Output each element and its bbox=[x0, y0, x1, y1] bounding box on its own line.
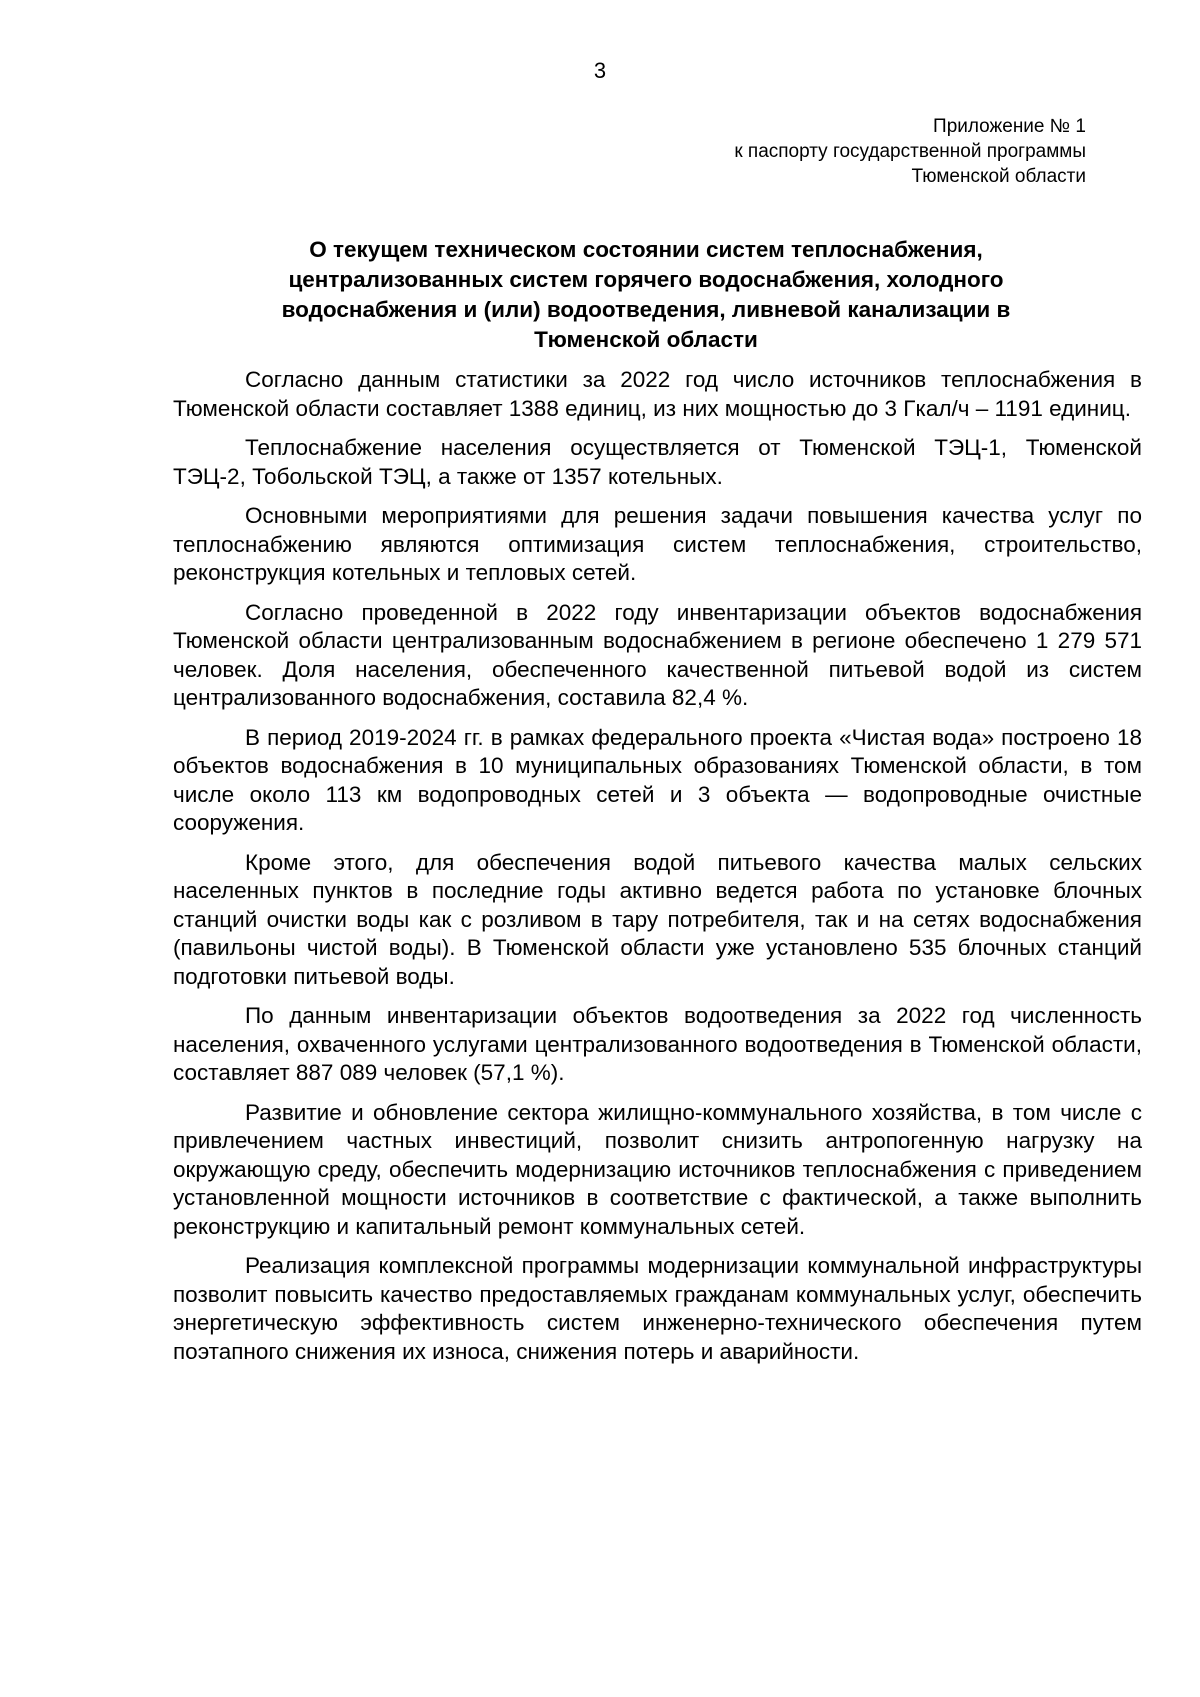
title-line: Тюменской области bbox=[534, 327, 758, 352]
body-paragraph: Развитие и обновление сектора жилищно-коммунального хозяйства, в том числе с привлечением частных инвестиций, позволит снизить антропогенную нагрузку на окружающую среду, обеспечить модернизацию источников теплоснабжения с приведением установленной мощности источников в соответствие с фактической, а также выполнить реконструкцию и капитальный ремонт коммунальных сетей. bbox=[173, 1099, 1142, 1239]
appendix-line: к паспорту государственной программы bbox=[734, 141, 1086, 162]
body-paragraph: Основными мероприятиями для решения задачи повышения качества услуг по теплоснабжению являются оптимизация систем теплоснабжения, строительство, реконструкция котельных и тепловых сетей. bbox=[173, 503, 1142, 585]
title-line: централизованных систем горячего водоснабжения, холодного bbox=[288, 267, 1004, 292]
body-paragraph: Согласно проведенной в 2022 году инвентаризации объектов водоснабжения Тюменской области централизованным водоснабжением в регионе обеспечено 1 279 571 человек. Доля населения, обеспеченного качественной питьевой водой из систем централизованного водоснабжения, составила 82,4 %. bbox=[173, 599, 1142, 710]
body-paragraph: Кроме этого, для обеспечения водой питьевого качества малых сельских населенных пунктов в последние годы активно ведется работа по установке блочных станций очистки воды как с розливом в тару потребителя, так и на сетях водоснабжения (павильоны чистой воды). В Тюменской области уже установлено 535 блочных станций подготовки питьевой воды. bbox=[173, 849, 1142, 989]
body-paragraph: В период 2019-2024 гг. в рамках федерального проекта «Чистая вода» построено 18 объектов водоснабжения в 10 муниципальных образованиях Тюменской области, в том числе около 113 км водопроводных сетей и 3 объекта — водопроводные очистные сооружения. bbox=[173, 724, 1142, 835]
body-paragraph: Согласно данным статистики за 2022 год число источников теплоснабжения в Тюменской области составляет 1388 единиц, из них мощностью до 3 Гкал/ч – 1191 единиц. bbox=[173, 367, 1142, 421]
appendix-line: Тюменской области bbox=[911, 166, 1086, 187]
body-paragraph: По данным инвентаризации объектов водоотведения за 2022 год численность населения, охваченного услугами централизованного водоотведения в Тюменской области, составляет 887 089 человек (57,1 %). bbox=[173, 1003, 1142, 1085]
body-paragraph: Теплоснабжение населения осуществляется от Тюменской ТЭЦ-1, Тюменской ТЭЦ-2, Тобольской ТЭЦ, а также от 1357 котельных. bbox=[173, 435, 1142, 489]
page-number: 3 bbox=[593, 58, 607, 83]
title-line: О текущем техническом состоянии систем теплоснабжения, bbox=[309, 237, 983, 262]
title-line: водоснабжения и (или) водоотведения, ливневой канализации в bbox=[281, 297, 1011, 322]
appendix-line: Приложение № 1 bbox=[933, 116, 1086, 137]
appendix-header bbox=[734, 114, 1086, 189]
body-paragraph: Реализация комплексной программы модернизации коммунальной инфраструктуры позволит повысить качество предоставляемых гражданам коммунальных услуг, обеспечить энергетическую эффективность систем инженерно-технического обеспечения путем поэтапного снижения их износа, снижения потерь и аварийности. bbox=[173, 1253, 1142, 1364]
document-body bbox=[173, 366, 1142, 1377]
document-title bbox=[170, 235, 1122, 355]
